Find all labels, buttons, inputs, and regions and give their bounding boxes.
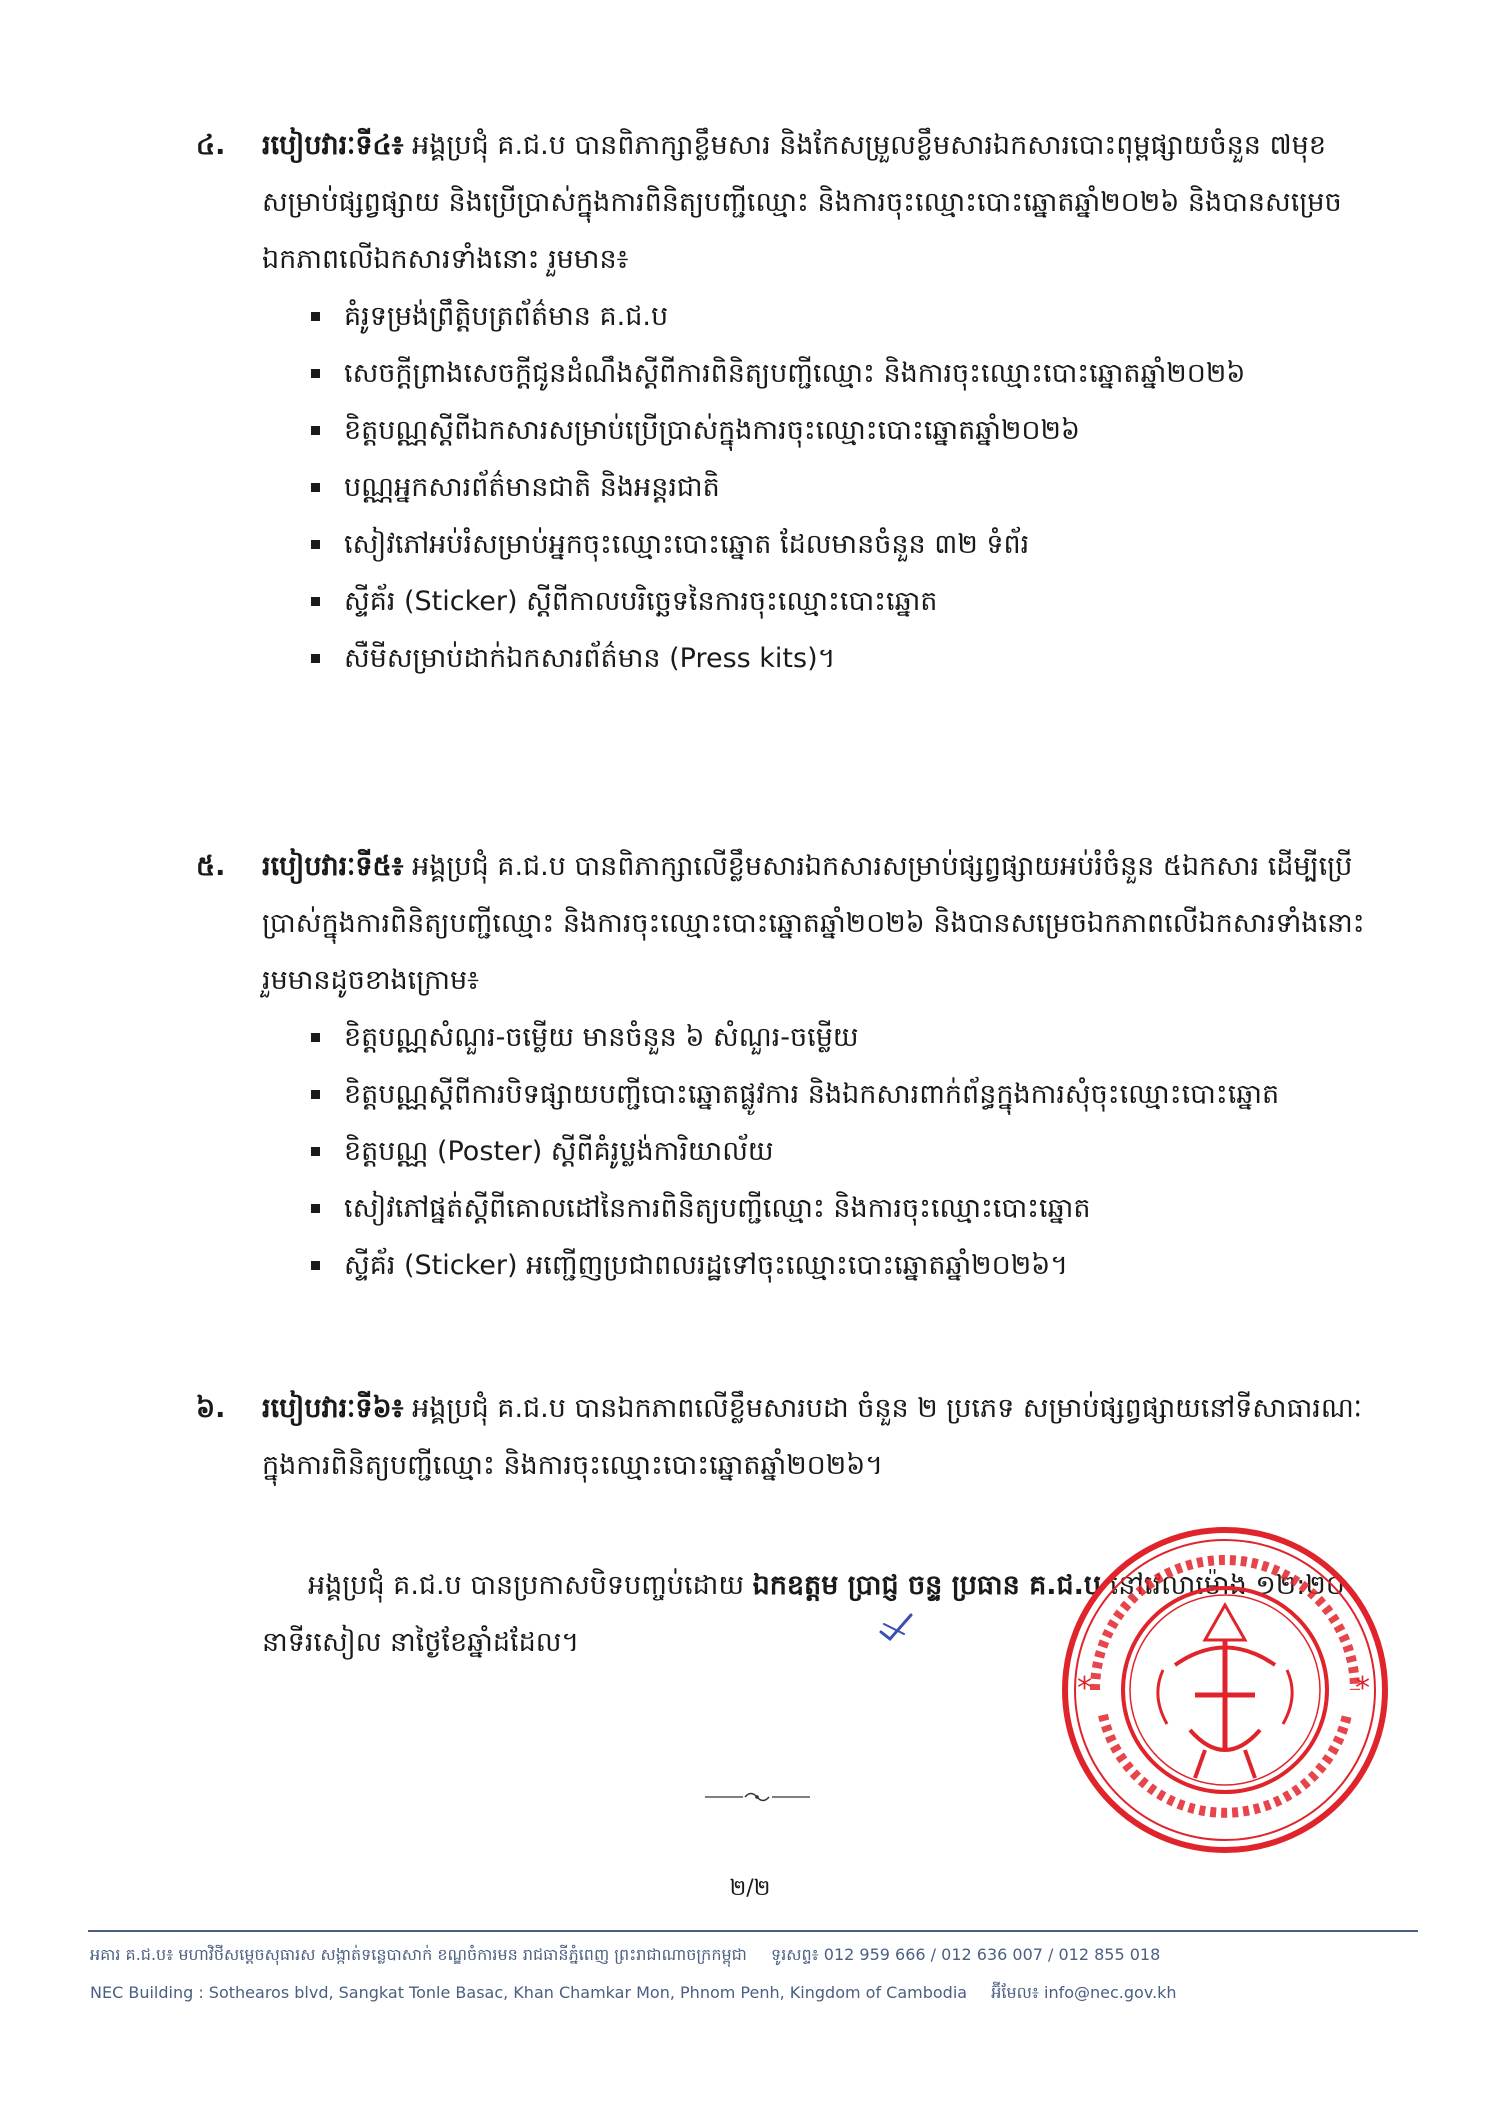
list-item: គំរូទម្រង់ព្រឹត្តិបត្រព័ត៌មាន គ.ជ.ប: [262, 288, 1372, 345]
list-item: ស្ទីគ័រ (Sticker) អញ្ជើញប្រជាពលរដ្ឋទៅចុះឈ្មោះបោះឆ្នោតឆ្នាំ២០២៦។: [262, 1237, 1372, 1294]
agenda-paragraph: [262, 1380, 1372, 1494]
agenda-paragraph: [262, 838, 1372, 1009]
agenda-item-6: [196, 1380, 1372, 1494]
agenda-title: របៀបវារៈទី៤៖: [262, 130, 404, 161]
list-item: សៀវភៅផ្នត់ស្តីពីគោលដៅនៃការពិនិត្យបញ្ជីឈ្មោះ និងការចុះឈ្មោះបោះឆ្នោត: [262, 1180, 1372, 1237]
agenda-title: របៀបវារៈទី៦៖: [262, 1393, 404, 1424]
list-item: ស្ទីគ័រ (Sticker) ស្តីពីកាលបរិច្ឆេទនៃការចុះឈ្មោះបោះឆ្នោត: [262, 573, 1372, 630]
footer-khmer-line: [90, 1944, 1420, 1968]
list-item: ខិត្តបណ្ណស្តីពីការបិទផ្សាយបញ្ជីបោះឆ្នោតផ្លូវការ និងឯកសារពាក់ព័ន្ធក្នុងការសុំចុះឈ្មោះបោះឆ្នោត: [262, 1066, 1372, 1123]
agenda-number: ៥.: [196, 851, 226, 882]
agenda-title: របៀបវារៈទី៥៖: [262, 851, 404, 882]
list-item: សៀវភៅអប់រំសម្រាប់អ្នកចុះឈ្មោះបោះឆ្នោត ដែលមានចំនួន ៣២ ទំព័រ: [262, 516, 1372, 573]
agenda-5-list: [262, 1009, 1372, 1294]
agenda-body: អង្គប្រជុំ គ.ជ.ប បានឯកភាពលើខ្លឹមសារបដា ចំនួន ២ ប្រភេទ សម្រាប់ផ្សព្វផ្សាយនៅទីសាធារណៈក្នុងការពិនិត្យបញ្ជីឈ្មោះ និងការចុះឈ្មោះបោះឆ្នោតឆ្នាំ២០២៦។: [262, 1393, 1363, 1481]
closing-time: នៅវេលាម៉ោង ១២:២០ នាទីរសៀល នាថ្ងៃខែឆ្នាំដដែល។: [262, 1570, 1345, 1658]
agenda-body: អង្គប្រជុំ គ.ជ.ប បានពិភាក្សាខ្លឹមសារ និងកែសម្រួលខ្លឹមសារឯកសារបោះពុម្ពផ្សាយចំនួន ៧មុខ សម្រាប់ផ្សព្វផ្សាយ និងប្រើប្រាស់ក្នុងការពិនិត្យបញ្ជីឈ្មោះ និងការចុះឈ្មោះបោះឆ្នោតឆ្នាំ២០២៦ និងបានសម្រេចឯកភាពលើឯកសារទាំងនោះ រួមមាន៖: [262, 130, 1342, 275]
list-item: ខិត្តបណ្ណស្តីពីឯកសារសម្រាប់ប្រើប្រាស់ក្នុងការចុះឈ្មោះបោះឆ្នោតឆ្នាំ២០២៦: [262, 402, 1372, 459]
footer-email-label: អ៊ីមែល៖: [991, 1983, 1039, 2002]
list-item: សេចក្តីព្រាងសេចក្តីជូនដំណឹងស្តីពីការពិនិត្យបញ្ជីឈ្មោះ និងការចុះឈ្មោះបោះឆ្នោតឆ្នាំ២០២៦: [262, 345, 1372, 402]
list-item: ខិត្តបណ្ណសំណួរ-ចម្លើយ មានចំនួន ៦ សំណួរ-ចម្លើយ: [262, 1009, 1372, 1066]
agenda-item-5: [196, 838, 1372, 1294]
list-item: សឺមីសម្រាប់ដាក់ឯកសារព័ត៌មាន (Press kits)។: [262, 630, 1372, 687]
footer-phone: 012 959 666 / 012 636 007 / 012 855 018: [823, 1945, 1161, 1964]
agenda-number: ៤.: [196, 130, 226, 161]
footer-english-line: [90, 1982, 1420, 2006]
list-item: បណ្ណអ្នកសារព័ត៌មានជាតិ និងអន្តរជាតិ: [262, 459, 1372, 516]
agenda-number: ៦.: [196, 1393, 226, 1424]
footer-en-address: NEC Building : Sothearos blvd, Sangkat Tonle Basac, Khan Chamkar Mon, Phnom Penh, Kingdom of Cambodia: [90, 1983, 968, 2002]
closing-text: អង្គប្រជុំ គ.ជ.ប បានប្រកាសបិទបញ្ចប់ដោយ: [308, 1570, 745, 1601]
footer-kh-address: អគារ គ.ជ.ប៖ មហាវិថីសម្តេចសុធារស សង្កាត់ទន្លេបាសាក់ ខណ្ឌចំការមន រាជធានីភ្នំពេញ ព្រះរាជាណាចក្រកម្ពុជា: [90, 1945, 747, 1964]
agenda-paragraph: [262, 117, 1372, 288]
agenda-item-4: [196, 117, 1372, 687]
footer-phone-label: ទូរសព្ទ៖: [771, 1945, 819, 1964]
agenda-body: អង្គប្រជុំ គ.ជ.ប បានពិភាក្សាលើខ្លឹមសារឯកសារសម្រាប់ផ្សព្វផ្សាយអប់រំចំនួន ៥ឯកសារ ដើម្បីប្រើប្រាស់ក្នុងការពិនិត្យបញ្ជីឈ្មោះ និងការចុះឈ្មោះបោះឆ្នោតឆ្នាំ២០២៦ និងបានសម្រេចឯកភាពលើឯកសារទាំងនោះ រួមមានដូចខាងក្រោម៖: [262, 851, 1365, 996]
decorative-divider: [705, 1789, 810, 1805]
agenda-4-list: [262, 288, 1372, 687]
footer-divider: [88, 1930, 1418, 1932]
footer-email: info@nec.gov.kh: [1044, 1983, 1177, 2002]
page-number: ២/២: [729, 1876, 771, 1901]
handwritten-check-icon: [878, 1612, 914, 1642]
list-item: ខិត្តបណ្ណ (Poster) ស្តីពីគំរូប្លង់ការិយាល័យ: [262, 1123, 1372, 1180]
svg-text:*: *: [1077, 1671, 1092, 1706]
signatory-name: ឯកឧត្តម ប្រាជ្ញ ចន្ទ ប្រធាន គ.ជ.ប: [752, 1570, 1102, 1601]
svg-text:*: *: [1355, 1671, 1370, 1706]
official-seal: [1055, 1520, 1395, 1860]
